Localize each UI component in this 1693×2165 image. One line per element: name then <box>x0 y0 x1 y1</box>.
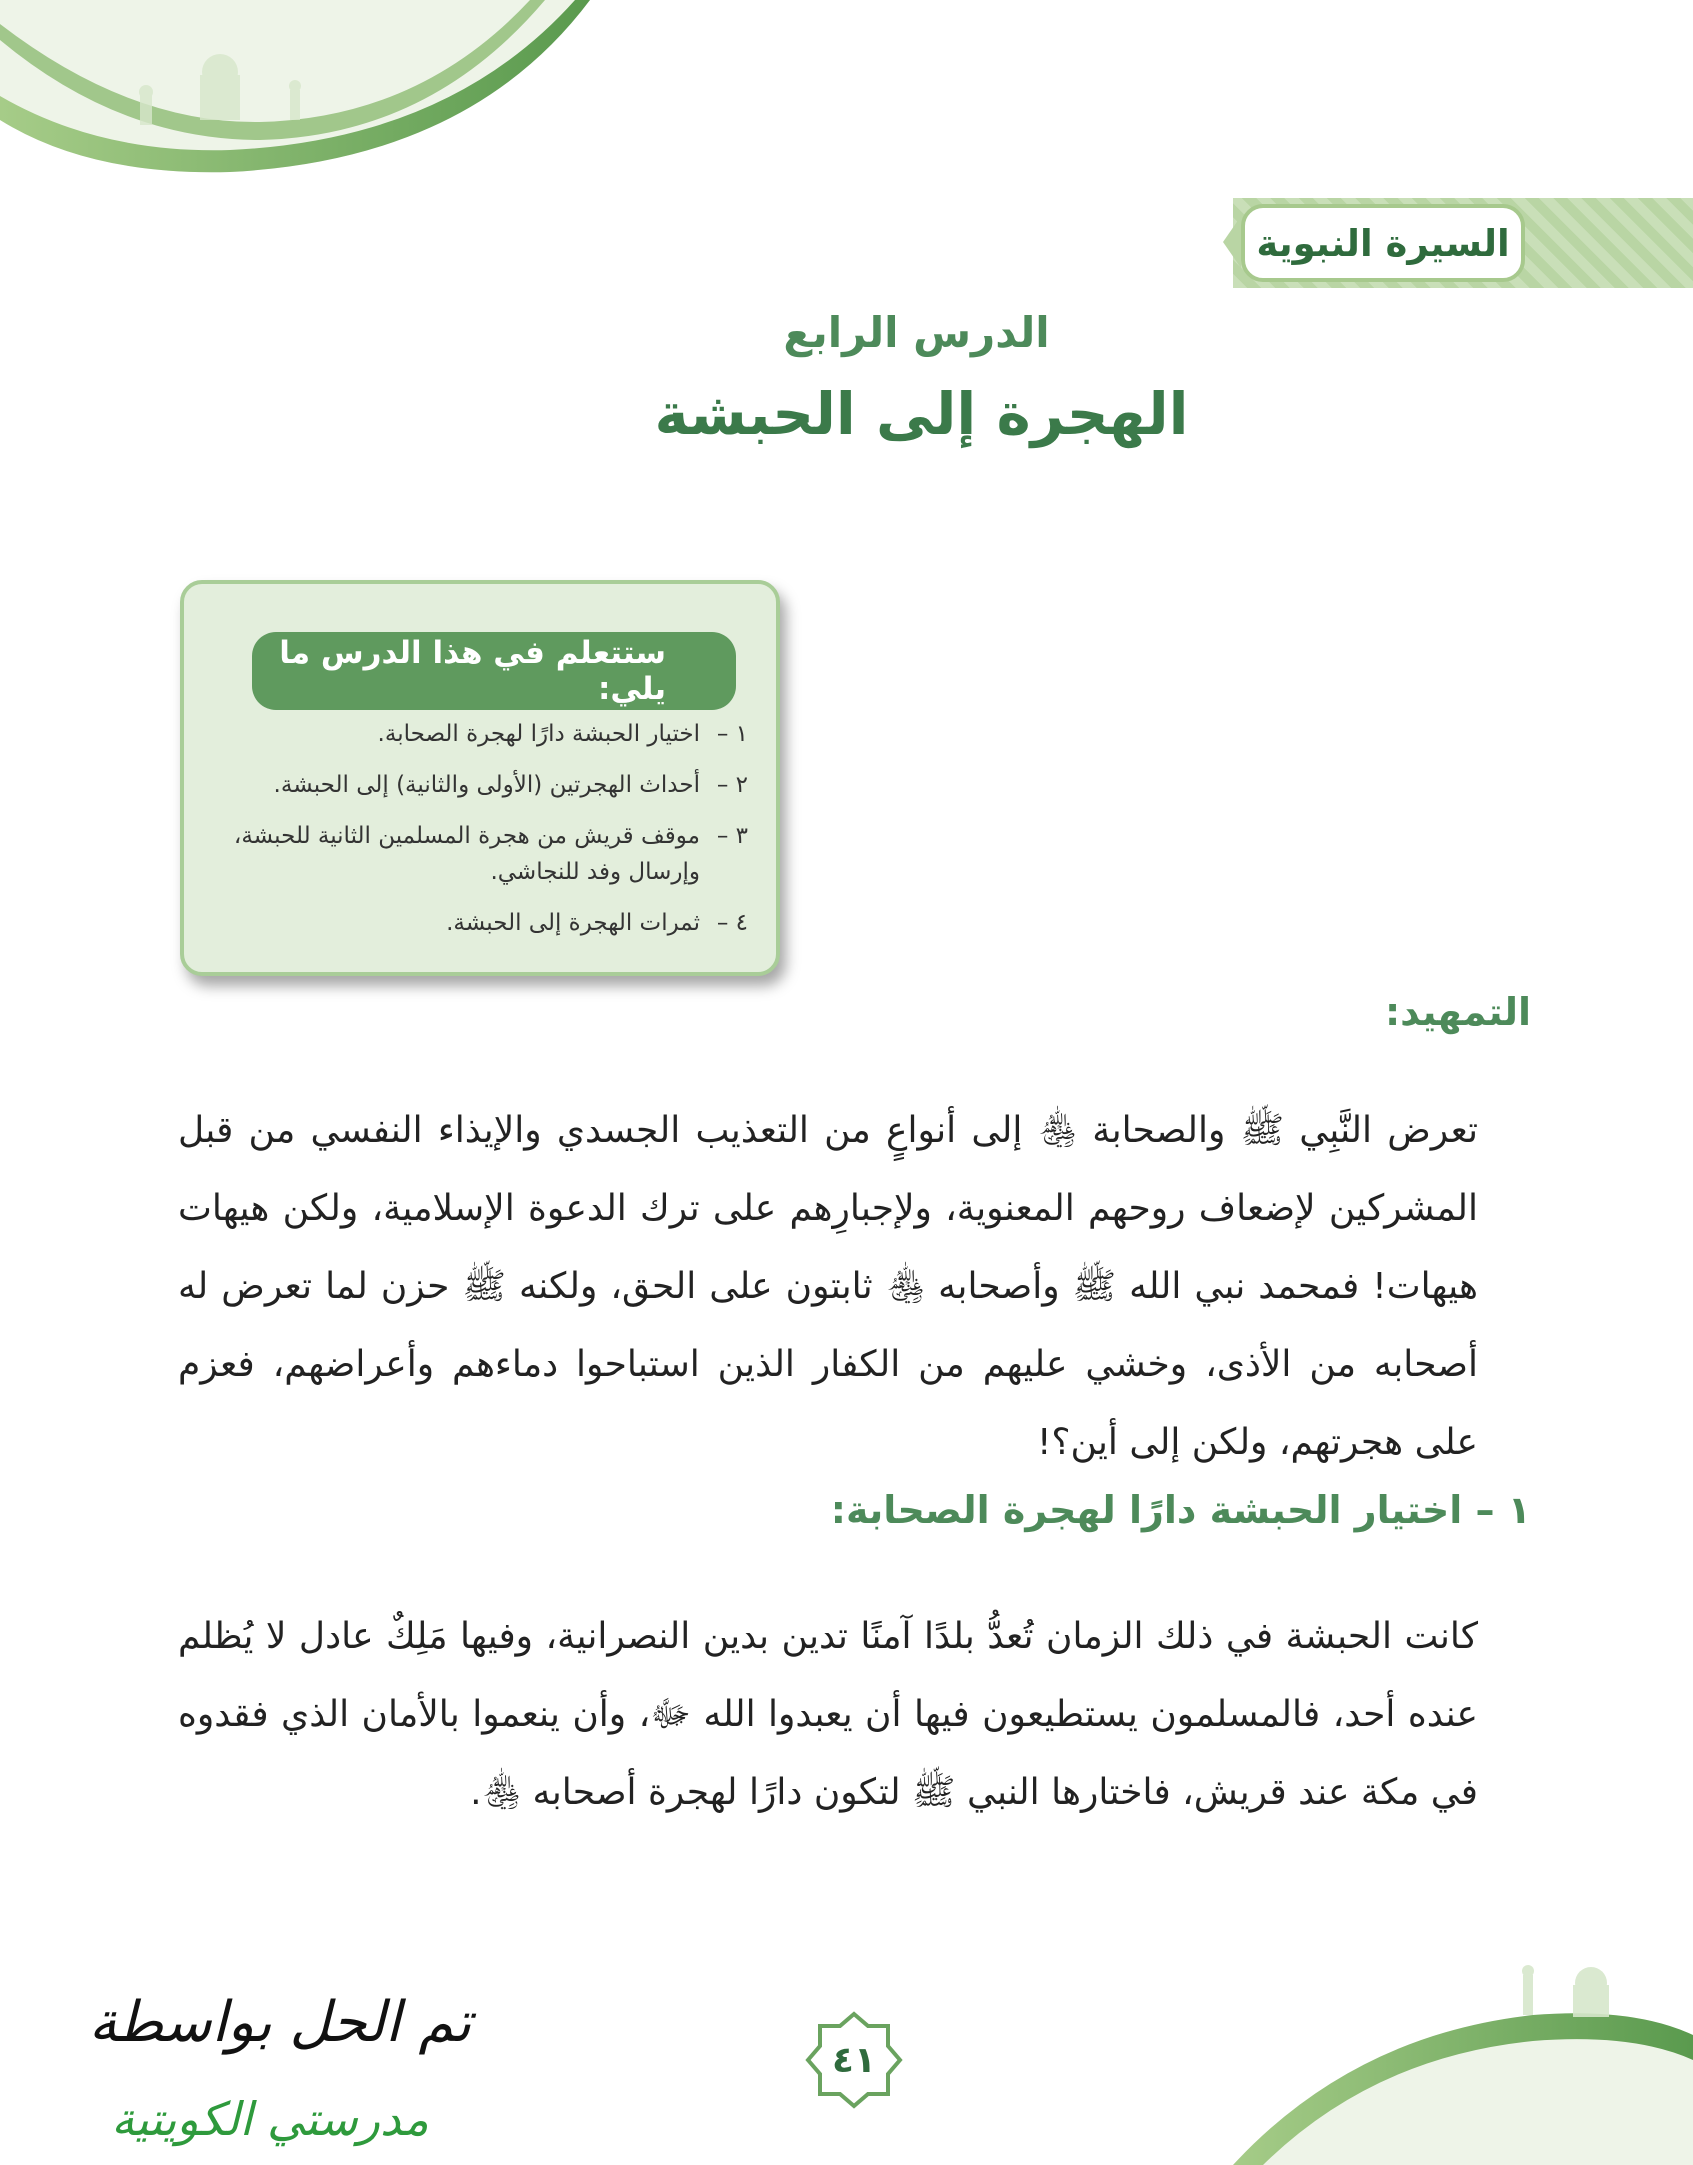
page-number: ٤١ <box>832 2039 876 2081</box>
section1-paragraph <box>178 1598 1528 1832</box>
objective-text: ثمرات الهجرة إلى الحبشة. <box>446 910 700 937</box>
objective-text: أحداث الهجرتين (الأولى والثانية) إلى الحبشة. <box>273 771 700 798</box>
objective-item <box>220 905 748 942</box>
objective-item <box>220 818 748 892</box>
objectives-heading: ستتعلم في هذا الدرس ما يلي: <box>252 632 736 710</box>
signature-line2: مدرستي الكويتية <box>111 2092 429 2146</box>
signature-line1: تم الحل بواسطة <box>88 1990 472 2055</box>
top-decoration <box>0 0 600 180</box>
lesson-title: الهجرة إلى الحبشة <box>654 380 1189 448</box>
bottom-decoration <box>1233 1945 1693 2165</box>
section1-paragraph-text: كانت الحبشة في ذلك الزمان تُعدُّ بلدًا آمنًا تدين بدين النصرانية، وفيها مَلِكٌ عادل لا يُظلم عنده أحد، فالمسلمون يستطيعون فيها أن يعبدوا الله ﷻ، وأن ينعموا بالأمان الذي فقدوه في مكة عند قريش، فاختارها النبي ﷺ لتكون دارًا لهجرة أصحابه ﵃. <box>178 1616 1478 1813</box>
objectives-list <box>220 716 748 956</box>
objective-text: اختيار الحبشة دارًا لهجرة الصحابة. <box>377 721 700 747</box>
objective-number: ٤ – <box>716 910 748 937</box>
objective-number: ٣ – <box>716 822 748 849</box>
lesson-number: الدرس الرابع <box>783 308 1050 357</box>
intro-paragraph-text: تعرض النَّبِي ﷺ والصحابة ﵃ إلى أنواعٍ من التعذيب الجسدي والإيذاء النفسي من قبل المشركين لإضعاف روحهم المعنوية، ولإجبارِهم على ترك الدعوة الإسلامية، ولكن هيهات هيهات! فمحمد نبي الله ﷺ وأصحابه ﵃ ثابتون على الحق، ولكنه ﷺ حزن لما تعرض له أصحابه من الأذى، وخشي عليهم من الكفار الذين استباحوا دماءهم وأعراضهم، فعزم على هجرتهم، ولكن إلى أين؟! <box>178 1110 1478 1463</box>
section-label: السيرة النبوية <box>1241 204 1525 282</box>
section1-heading: ١ – اختيار الحبشة دارًا لهجرة الصحابة: <box>830 1488 1531 1532</box>
objective-number: ١ – <box>716 721 748 747</box>
objective-item <box>220 716 748 753</box>
intro-paragraph <box>178 1092 1528 1482</box>
objective-number: ٢ – <box>716 771 748 798</box>
intro-heading: التمهيد: <box>1384 990 1531 1034</box>
objective-text: موقف قريش من هجرة المسلمين الثانية للحبشة، وإرسال وفد للنجاشي. <box>233 822 700 886</box>
banner-tail <box>1223 216 1241 268</box>
objective-item <box>220 767 748 804</box>
